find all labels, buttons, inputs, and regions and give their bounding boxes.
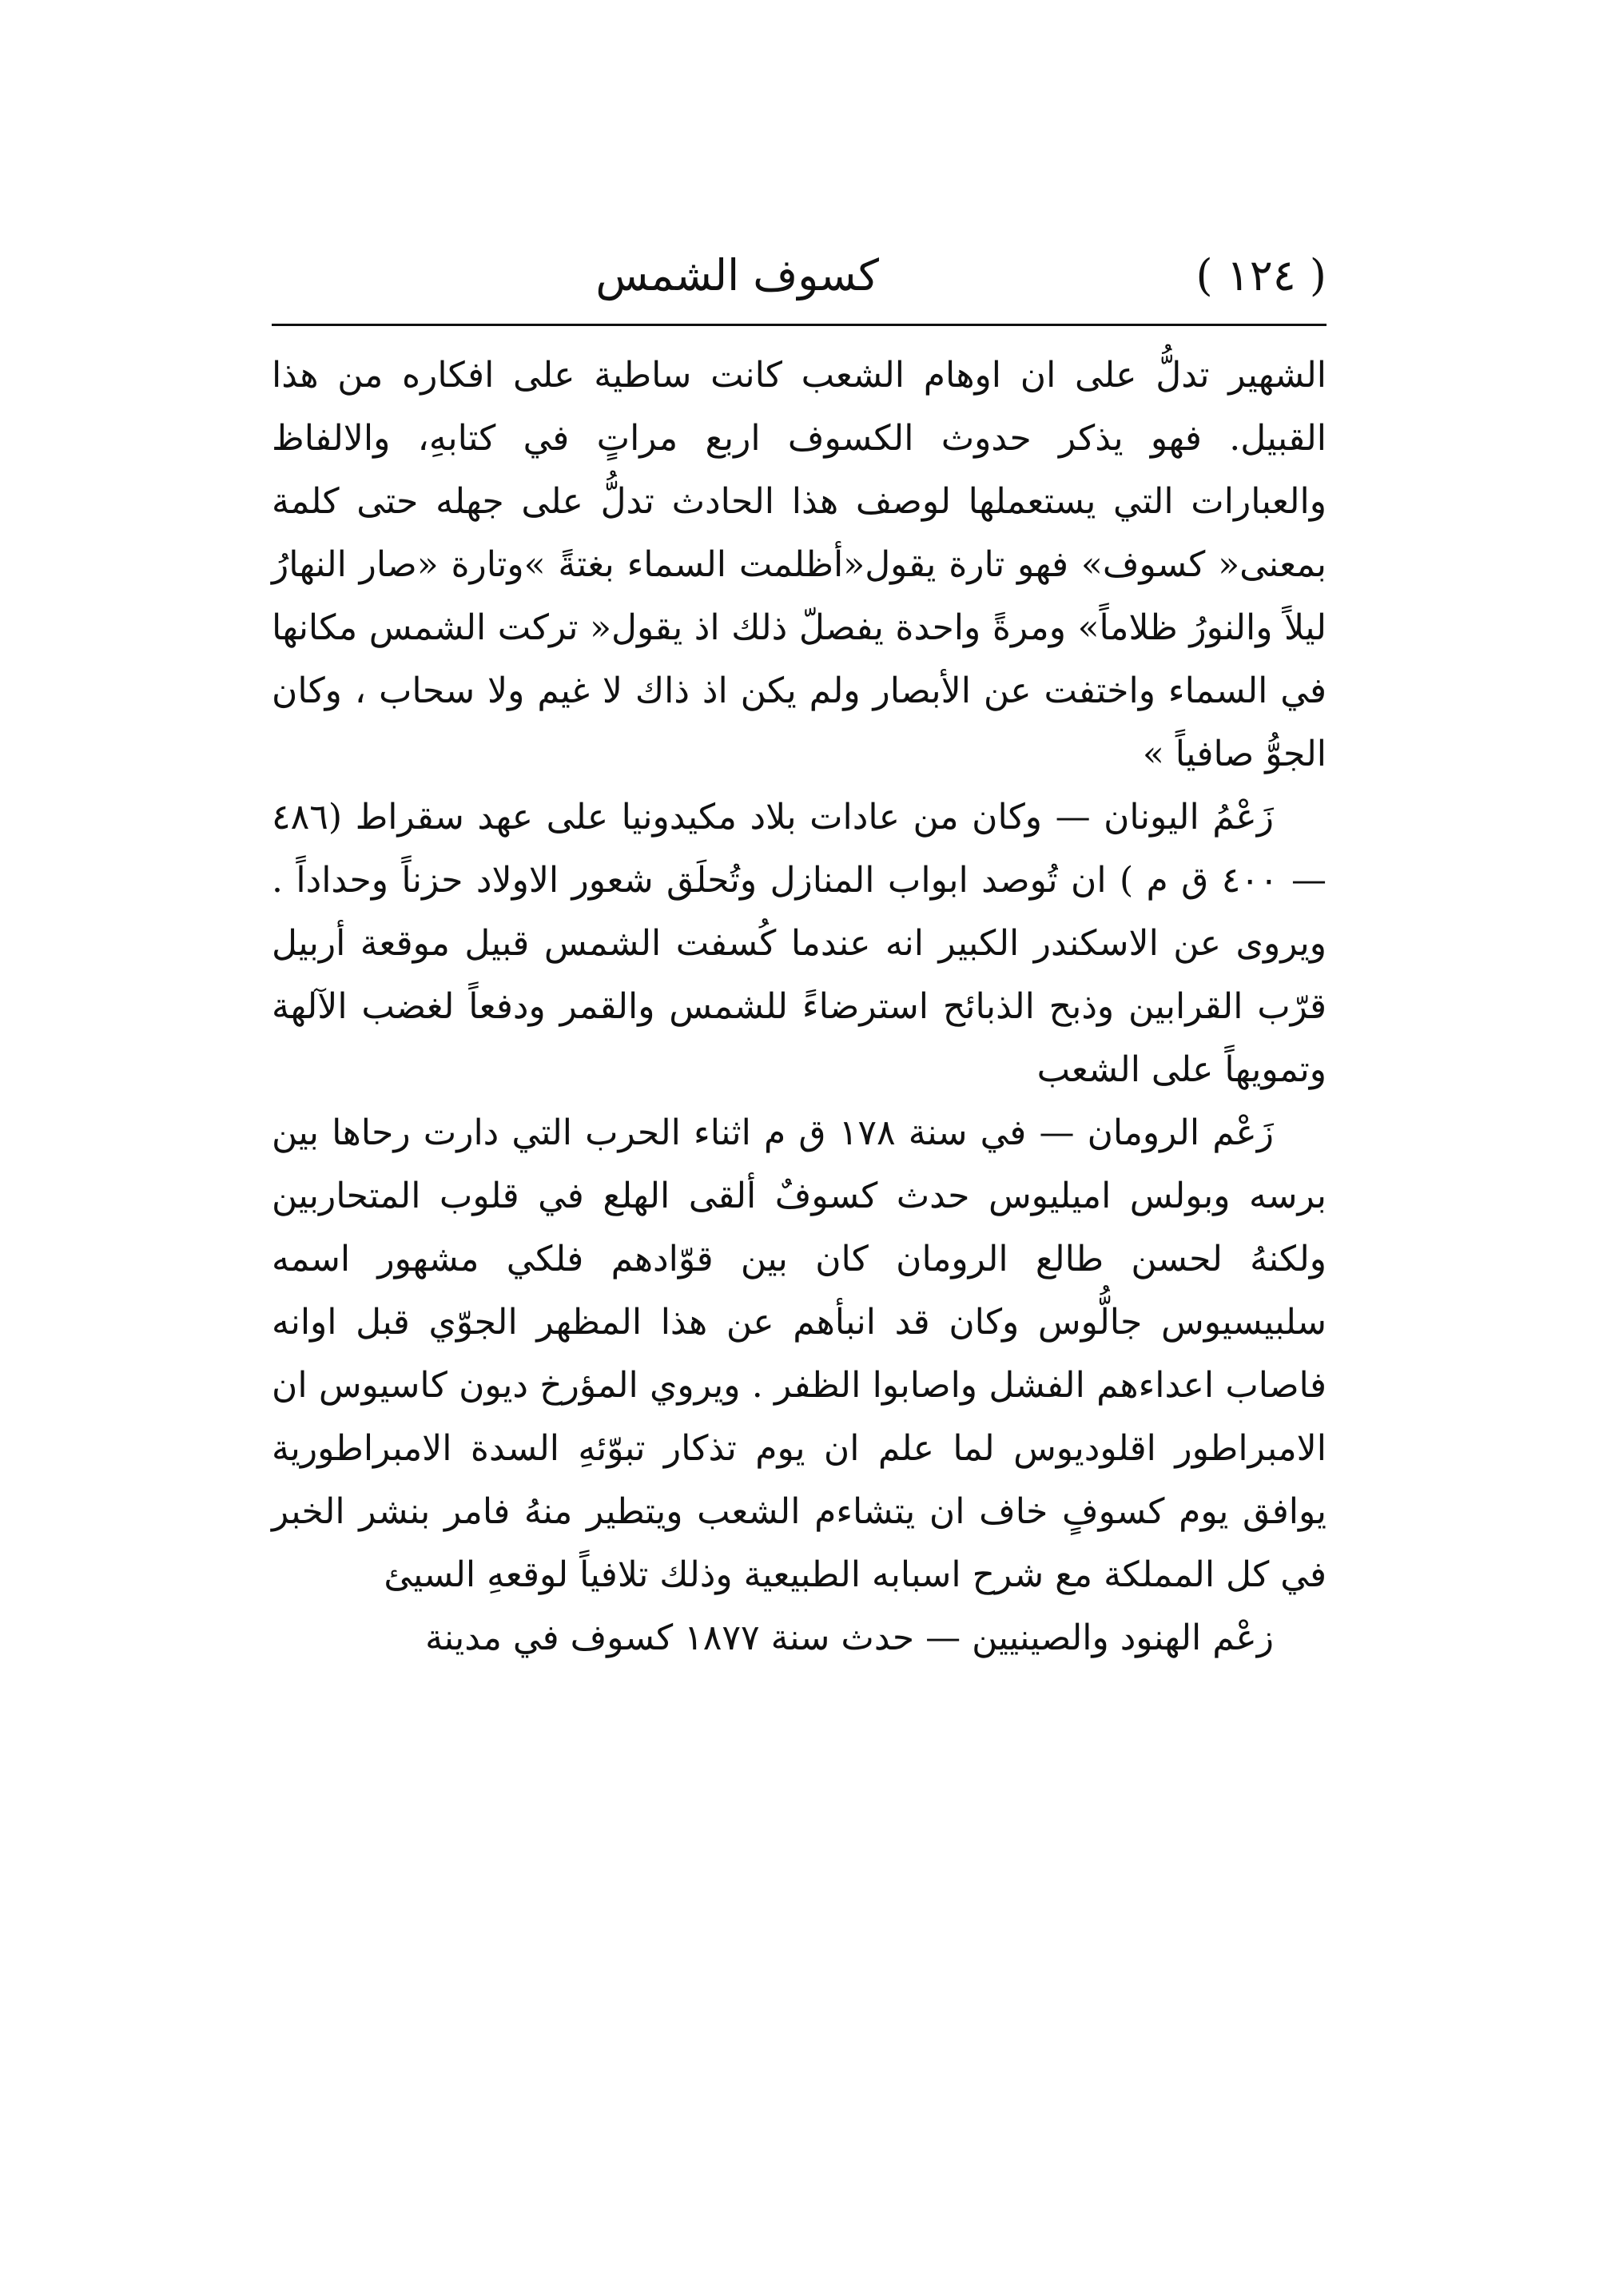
paragraph-1: الشهير تدلُّ على ان اوهام الشعب كانت ساطية على افكاره من هذا القبيل. فهو يذكر حدوث الكسوف اربع مراتٍ في كتابهِ، والالفاظ والعبارات التي يستعملها لوصف هذا الحادث تدلُّ على جهله حتى كلمة بمعنى« كسوف» فهو تارة يقول«أظلمت السماء بغتةً »وتارة «صار النهارُ ليلاً والنورُ ظلاماً» ومرةً واحدة يفصلّ ذلك اذ يقول« تركت الشمس مكانها في السماء واختفت عن الأبصار ولم يكن اذ ذاك لا غيم ولا سحاب ، وكان الجوُّ صافياً » bbox=[272, 355, 1327, 774]
paragraph-indians-chinese: زعْم الهنود والصينيين — حدث سنة ١٨٧٧ كسوف في مدينة bbox=[425, 1618, 1274, 1658]
paragraph-greeks: زَعْمُ اليونان — وكان من عادات بلاد مكيدونيا على عهد سقراط (٤٨٦ — ٤٠٠ ق م ) ان تُوصد ابواب المنازل وتُحلَق شعور الاولاد حزناً وحداداً . ويروى عن الاسكندر الكبير انه عندما كُسفت الشمس قبيل موقعة أربيل قرّب القرابين وذبح الذبائح استرضاءً للشمس والقمر ودفعاً لغضب الآلهة وتمويهاً على الشعب bbox=[272, 797, 1327, 1090]
running-title: كسوف الشمس bbox=[595, 250, 879, 300]
page-number: ( ١٢٤ ) bbox=[1195, 250, 1327, 300]
page-header bbox=[272, 244, 1327, 332]
page-body bbox=[272, 344, 1327, 1669]
header-rule bbox=[272, 324, 1327, 326]
paragraph-romans: زَعْم الرومان — في سنة ١٧٨ ق م اثناء الحرب التي دارت رحاها بين برسه وبولس اميليوس حدث كسوفٌ ألقى الهلع في قلوب المتحاربين ولكنهُ لحسن طالع الرومان كان بين قوّادهم فلكي مشهور اسمه سلبيسيوس جالُّوس وكان قد انبأهم عن هذا المظهر الجوّي قبل اوانه فاصاب اعداءهم الفشل واصابوا الظفر . ويروي المؤرخ ديون كاسيوس ان الامبراطور اقلوديوس لما علم ان يوم تذكار تبوّئهِ السدة الامبراطورية يوافق يوم كسوفٍ خاف ان يتشاءم الشعب ويتطير منهُ فامر بنشر الخبر في كل المملكة مع شرح اسبابه الطبيعية وذلك تلافياً لوقعهِ السيئ bbox=[272, 1112, 1327, 1595]
